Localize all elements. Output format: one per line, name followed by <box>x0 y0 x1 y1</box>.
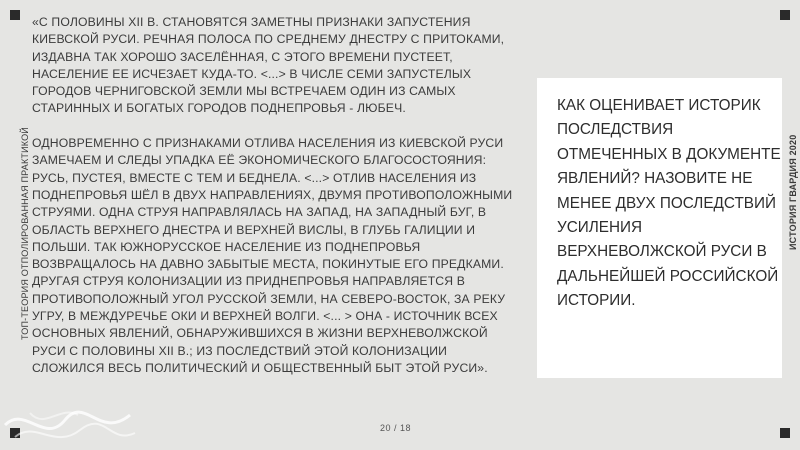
corner-square-top-right <box>780 10 790 20</box>
document-excerpt <box>32 14 520 377</box>
side-label-right-text: ИСТОРИЯ ГВАРДИЯ 2020 <box>788 134 798 250</box>
question-text: КАК ОЦЕНИВАЕТ ИСТОРИК ПОСЛЕДСТВИЯ ОТМЕЧЕННЫХ В ДОКУМЕНТЕ ЯВЛЕНИЙ? НАЗОВИТЕ НЕ МЕНЕЕ ДВУХ ПОСЛЕДСТВИЙ УСИЛЕНИЯ ВЕРХНЕВОЛЖСКОЙ РУСИ В ДАЛЬНЕЙШЕЙ РОССИЙСКОЙ ИСТОРИИ. <box>557 97 781 310</box>
corner-square-bottom-right <box>780 428 790 438</box>
excerpt-paragraph-1: «С ПОЛОВИНЫ XII В. СТАНОВЯТСЯ ЗАМЕТНЫ ПРИЗНАКИ ЗАПУСТЕНИЯ КИЕВСКОЙ РУСИ. РЕЧНАЯ ПОЛОСА ПО СРЕДНЕМУ ДНЕСТРУ С ПРИТОКАМИ, ИЗДАВНА ТАК ХОРОШО ЗАСЕЛЁННАЯ, С ЭТОГО ВРЕМЕНИ ПУСТЕЕТ, НАСЕЛЕНИЕ ЕЕ ИСЧЕЗАЕТ КУДА-ТО. <...> В ЧИСЛЕ СЕМИ ЗАПУСТЕЛЫХ ГОРОДОВ ЧЕРНИГОВСКОЙ ЗЕМЛИ МЫ ВСТРЕЧАЕМ ОДИН ИЗ САМЫХ СТАРИННЫХ И БОГАТЫХ ГОРОДОВ ПОДНЕПРОВЬЯ - ЛЮБЕЧ. <box>32 15 505 116</box>
question-card <box>537 78 782 378</box>
page-number: 20 / 18 <box>380 423 412 433</box>
side-label-left-text: ТОП-ТЕОРИЯ ОТПОЛИРОВАННАЯ ПРАКТИКОЙ <box>20 127 30 340</box>
excerpt-paragraph-2: ОДНОВРЕМЕННО С ПРИЗНАКАМИ ОТЛИВА НАСЕЛЕНИЯ ИЗ КИЕВСКОЙ РУСИ ЗАМЕЧАЕМ И СЛЕДЫ УПАДКА ЕЁ ЭКОНОМИЧЕСКОГО БЛАГОСОСТОЯНИЯ: РУСЬ, ПУСТЕЯ, ВМЕСТЕ С ТЕМ И БЕДНЕЛА. <...> ОТЛИВ НАСЕЛЕНИЯ ИЗ ПОДНЕПРОВЬЯ ШЁЛ В ДВУХ НАПРАВЛЕНИЯХ, ДВУМЯ ПРОТИВОПОЛОЖНЫМИ СТРУЯМИ. ОДНА СТРУЯ НАПРАВЛЯЛАСЬ НА ЗАПАД, НА ЗАПАДНЫЙ БУГ, В ОБЛАСТЬ ВЕРХНЕГО ДНЕСТРА И ВЕРХНЕЙ ВИСЛЫ, В ГЛУБЬ ГАЛИЦИИ И ПОЛЬШИ. ТАК ЮЖНОРУССКОЕ НАСЕЛЕНИЕ ИЗ ПОДНЕПРОВЬЯ ВОЗВРАЩАЛОСЬ НА ДАВНО ЗАБЫТЫЕ МЕСТА, ПОКИНУТЫЕ ЕГО ПРЕДКАМИ. ДРУГАЯ СТРУЯ КОЛОНИЗАЦИИ ИЗ ПРИДНЕПРОВЬЯ НАПРАВЛЯЕТСЯ В ПРОТИВОПОЛОЖНЫЙ УГОЛ РУССКОЙ ЗЕМЛИ, НА СЕВЕРО-ВОСТОК, ЗА РЕКУ УГРУ, В МЕЖДУРЕЧЬЕ ОКИ И ВЕРХНЕЙ ВОЛГИ. <... > ОНА - ИСТОЧНИК ВСЕХ ОСНОВНЫХ ЯВЛЕНИЙ, ОБНАРУЖИВШИХСЯ В ЖИЗНИ ВЕРХНЕВОЛЖСКОЙ РУСИ С ПОЛОВИНЫ XII В.; ИЗ ПОСЛЕДСТВИЙ ЭТОЙ КОЛОНИЗАЦИИ СЛОЖИЛСЯ ВЕСЬ ПОЛИТИЧЕСКИЙ И ОБЩЕСТВЕННЫЙ БЫТ ЭТОЙ РУСИ». <box>32 136 513 375</box>
corner-square-top-left <box>10 10 20 20</box>
brush-stroke-decoration <box>0 395 140 450</box>
